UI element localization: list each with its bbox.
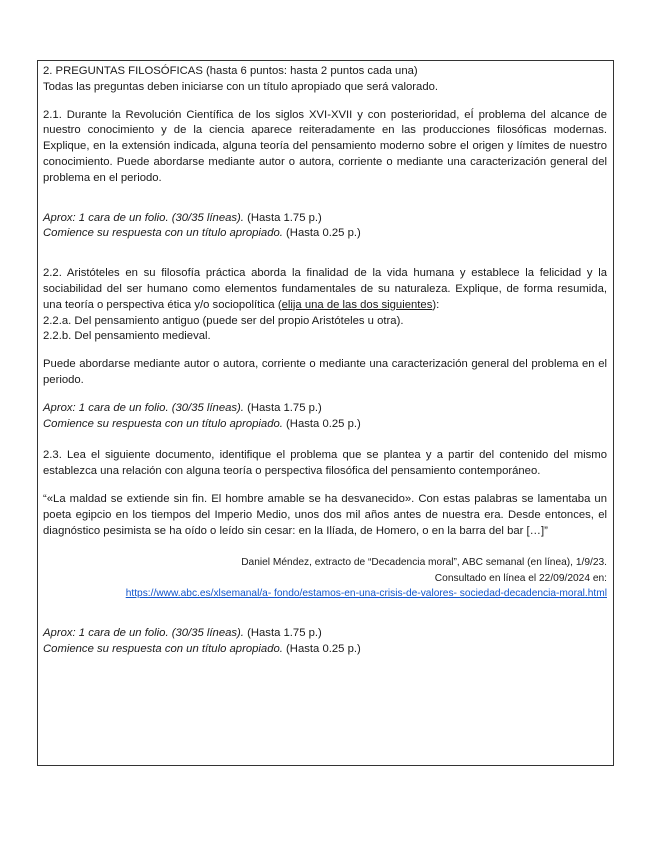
title-italic: Comience su respuesta con un título apropiado. [43,417,283,430]
section-subtitle: Todas las preguntas deben iniciarse con un título apropiado que será valorado. [43,80,439,93]
title-points: (Hasta 0.25 p.) [282,417,361,430]
source-citation: Daniel Méndez, extracto de “Decadencia moral”, ABC semanal (en línea), 1/9/23. [241,557,607,569]
extent-points: (Hasta 1.75 p.) [243,211,322,224]
question-2-2-option-a: 2.2.a. Del pensamiento antiguo (puede ser del propio Aristóteles u otra). [43,314,404,327]
question-2-2-title-note [43,417,607,433]
question-2-3-extent [43,626,607,642]
extent-italic: Aprox: 1 cara de un folio. (30/35 líneas). [43,401,244,414]
question-2-1-title-note [43,226,607,242]
title-italic: Comience su respuesta con un título apropiado. [43,227,283,240]
title-points: (Hasta 0.25 p.) [282,642,361,655]
question-2-2-extent [43,401,607,417]
question-2-2-text [43,266,607,313]
question-2-1-text: 2.1. Durante la Revolución Científica de los siglos XVI-XVII y con posterioridad, eÍ problema del alcance de nuestro conocimiento y de la ciencia aparece reiteradamente en las producciones filosóficas modernas. Explique, en la extensión indicada, alguna teoría del pensamiento moderno sobre el origen y límites de nuestro conocimiento. Puede abordarse mediante autor o autora, corriente o mediante una caracterización general del problema en el periodo. [43,108,607,184]
section-title: 2. PREGUNTAS FILOSÓFICAS (hasta 6 puntos: hasta 2 puntos cada una) [43,65,418,77]
question-2-2-underlined: elija una de las dos siguientes [281,298,433,311]
question-2-3-text: 2.3. Lea el siguiente documento, identifique el problema que se plantea y a partir del contenido del mismo establezca una relación con alguna teoría o perspectiva filosófica del pensamiento contemporáneo. [43,449,607,478]
question-2-3-quote: “«La maldad se extiende sin fin. El hombre amable se ha desvanecido». Con estas palabras se lamentaba un poeta egipcio en los tiempos del Imperio Medio, unos dos mil años antes de nuestra era. Desde entonces, el diagnóstico pesimista se ha oído o leído sin cesar: en la Ilíada, de Homero, o en la barra del bar […]” [43,492,607,537]
title-points: (Hasta 0.25 p.) [282,227,361,240]
extent-points: (Hasta 1.75 p.) [243,626,322,639]
questions-box [37,60,614,766]
extent-italic: Aprox: 1 cara de un folio. (30/35 líneas). [43,626,244,639]
question-2-2-option-b: 2.2.b. Del pensamiento medieval. [43,330,211,343]
question-2-2-text-a: 2.2. Aristóteles en su filosofía práctica aborda la finalidad de la vida humana y establece la felicidad y la sociabilidad del ser humano como elementos fundamentales de su naturaleza. Explique, de forma resumida, una teoría o perspectiva ética y/o sociopolítica ( [43,267,607,311]
question-2-2-note: Puede abordarse mediante autor o autora, corriente o mediante una caracterización general del problema en el periodo. [43,358,607,386]
source-link[interactable]: https://www.abc.es/xlsemanal/a- fondo/estamos-en-una-crisis-de-valores- sociedad-decadencia-moral.html [125,588,607,600]
title-italic: Comience su respuesta con un título apropiado. [43,642,283,655]
extent-points: (Hasta 1.75 p.) [243,401,322,414]
question-2-1-extent [43,211,607,227]
extent-italic: Aprox: 1 cara de un folio. (30/35 líneas). [43,211,244,224]
source-consulted: Consultado en línea el 22/09/2024 en: [434,572,607,584]
question-2-3-title-note [43,642,607,658]
source-url [43,586,607,602]
question-2-2-text-b: ): [432,298,440,311]
